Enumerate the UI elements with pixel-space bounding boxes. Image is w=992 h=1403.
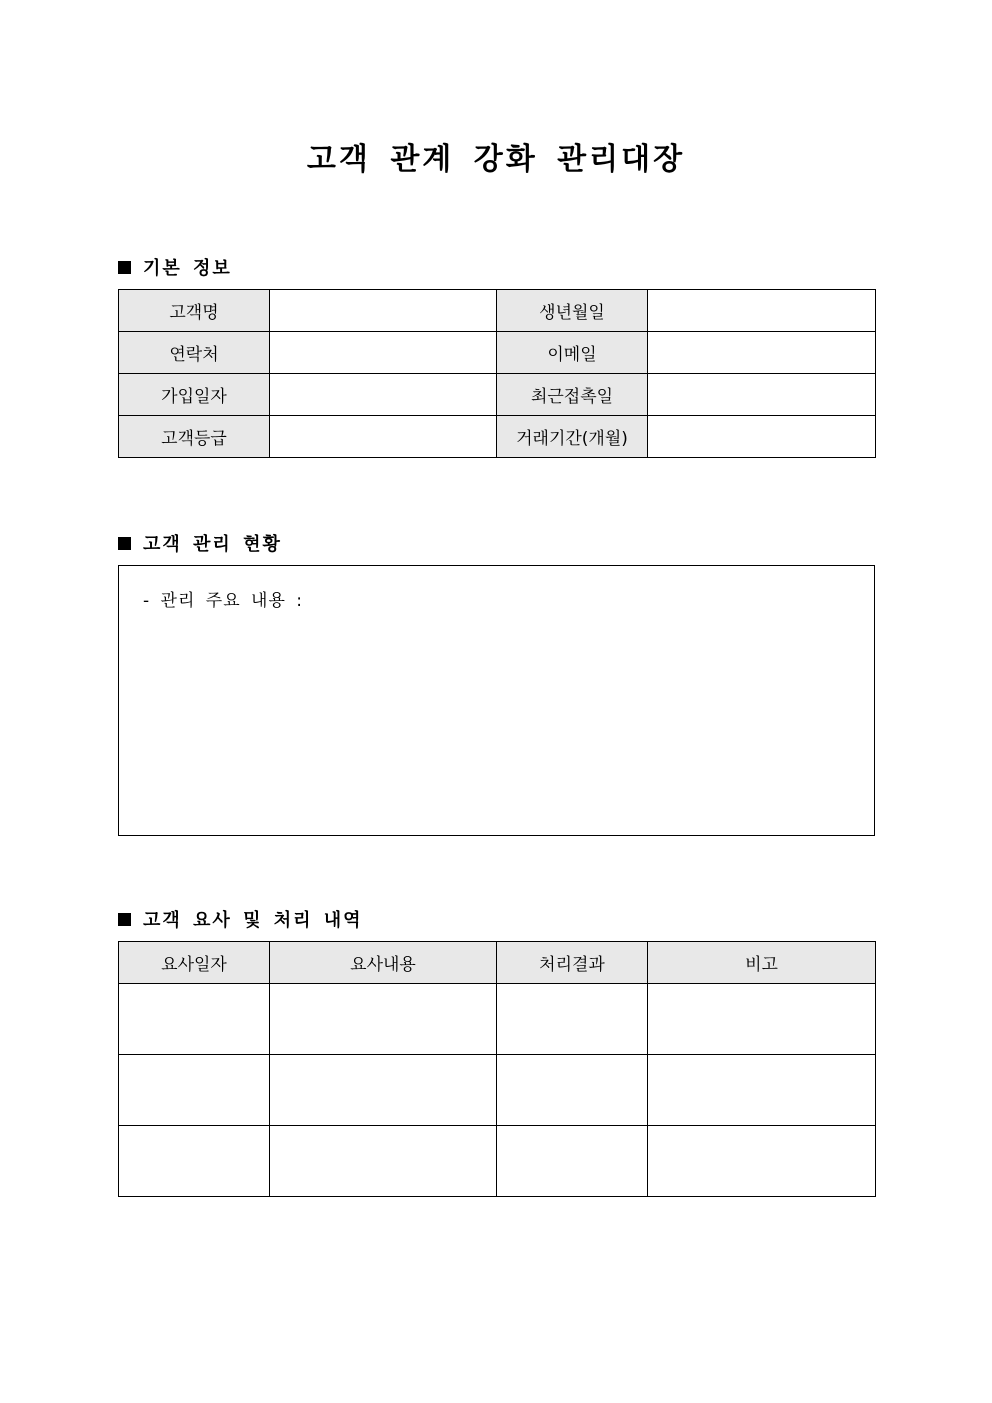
section-title-history bbox=[118, 906, 363, 932]
main-content-label: - 관리 주요 내용 : bbox=[143, 591, 304, 611]
birth-date-field[interactable] bbox=[648, 290, 876, 332]
request-content-cell[interactable] bbox=[270, 1126, 497, 1197]
table-row bbox=[119, 374, 876, 416]
history-table bbox=[118, 941, 876, 1197]
section-title-basic-info bbox=[118, 254, 232, 280]
request-date-cell[interactable] bbox=[119, 984, 270, 1055]
table-row bbox=[119, 984, 876, 1055]
square-bullet-icon bbox=[118, 261, 131, 274]
contact-field[interactable] bbox=[270, 332, 497, 374]
email-field[interactable] bbox=[648, 332, 876, 374]
result-cell[interactable] bbox=[497, 984, 648, 1055]
customer-grade-label: 고객등급 bbox=[119, 416, 270, 458]
transaction-period-label: 거래기간(개월) bbox=[497, 416, 648, 458]
transaction-period-field[interactable] bbox=[648, 416, 876, 458]
remarks-cell[interactable] bbox=[648, 1126, 876, 1197]
section-title-text: 기본 정보 bbox=[143, 258, 232, 279]
page-title: 고객 관계 강화 관리대장 bbox=[306, 142, 686, 177]
request-date-cell[interactable] bbox=[119, 1055, 270, 1126]
square-bullet-icon bbox=[118, 537, 131, 550]
column-header-request-content: 요사내용 bbox=[270, 942, 497, 984]
request-content-cell[interactable] bbox=[270, 1055, 497, 1126]
table-row bbox=[119, 290, 876, 332]
table-row bbox=[119, 416, 876, 458]
email-label: 이메일 bbox=[497, 332, 648, 374]
section-title-text: 고객 관리 현황 bbox=[143, 534, 282, 555]
join-date-label: 가입일자 bbox=[119, 374, 270, 416]
contact-label: 연락처 bbox=[119, 332, 270, 374]
table-row bbox=[119, 1126, 876, 1197]
square-bullet-icon bbox=[118, 913, 131, 926]
remarks-cell[interactable] bbox=[648, 1055, 876, 1126]
result-cell[interactable] bbox=[497, 1126, 648, 1197]
request-content-cell[interactable] bbox=[270, 984, 497, 1055]
customer-name-label: 고객명 bbox=[119, 290, 270, 332]
remarks-cell[interactable] bbox=[648, 984, 876, 1055]
table-row bbox=[119, 332, 876, 374]
section-title-status bbox=[118, 530, 282, 556]
management-status-box[interactable] bbox=[118, 565, 875, 836]
column-header-result: 처리결과 bbox=[497, 942, 648, 984]
table-header-row bbox=[119, 942, 876, 984]
result-cell[interactable] bbox=[497, 1055, 648, 1126]
table-row bbox=[119, 1055, 876, 1126]
column-header-request-date: 요사일자 bbox=[119, 942, 270, 984]
customer-name-field[interactable] bbox=[270, 290, 497, 332]
section-title-text: 고객 요사 및 처리 내역 bbox=[143, 910, 363, 931]
basic-info-table bbox=[118, 289, 876, 458]
customer-grade-field[interactable] bbox=[270, 416, 497, 458]
column-header-remarks: 비고 bbox=[648, 942, 876, 984]
request-date-cell[interactable] bbox=[119, 1126, 270, 1197]
last-contact-label: 최근접촉일 bbox=[497, 374, 648, 416]
birth-date-label: 생년월일 bbox=[497, 290, 648, 332]
last-contact-field[interactable] bbox=[648, 374, 876, 416]
join-date-field[interactable] bbox=[270, 374, 497, 416]
